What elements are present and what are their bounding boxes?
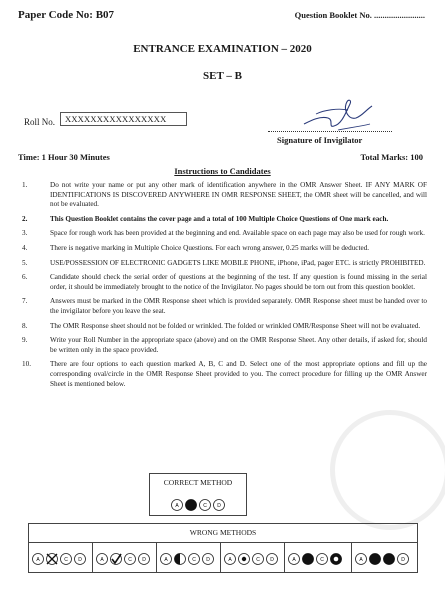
- seal-watermark: [330, 410, 445, 530]
- bubble-label-d: D: [217, 503, 221, 509]
- instruction-number: 10.: [22, 360, 31, 369]
- signature-line: [268, 131, 392, 132]
- instruction-item: [22, 297, 427, 316]
- bubble-b-filled: [186, 500, 197, 511]
- svg-text:A: A: [359, 557, 363, 563]
- instruction-item: [22, 273, 427, 292]
- instruction-number: 8.: [22, 321, 28, 330]
- wrong-methods-row: [29, 542, 417, 573]
- wrong-example-cross-bubbles: [31, 552, 91, 566]
- wrong-example-dot: [221, 543, 285, 573]
- wrong-example-half-bubbles: [159, 552, 219, 566]
- wrong-example-dot-bubbles: [223, 552, 283, 566]
- wrong-example-tick: [93, 543, 157, 573]
- instruction-text: There is negative marking in Multiple Choice Questions. For each wrong answer, 0.25 marks will be deducted.: [50, 243, 370, 252]
- svg-text:D: D: [401, 557, 405, 563]
- svg-text:A: A: [292, 557, 296, 563]
- instruction-number: 3.: [22, 229, 28, 238]
- instruction-text: USE/POSSESSION OF ELECTRONIC GADGETS LIKE MOBILE PHONE, iPhone, iPad, pager ETC. is strictly PROHIBITED.: [50, 258, 426, 267]
- svg-text:D: D: [206, 557, 210, 563]
- instruction-number: 1.: [22, 181, 28, 189]
- roll-no-value: XXXXXXXXXXXXXXXX: [65, 114, 167, 124]
- instruction-number: 4.: [22, 243, 28, 252]
- svg-text:C: C: [192, 557, 196, 563]
- instruction-number: 6.: [22, 273, 28, 282]
- instruction-text: Candidate should check the serial order of questions at the beginning of the test. If any question is found missing in the serial order, it should be immediately brought to the notice of the Invigilator. No pages should be torn out from this question booklet.: [50, 273, 427, 291]
- instruction-text: Answers must be marked in the OMR Response sheet which is provided separately. OMR Response sheet must be handed over to the invigilator before you leave the seat.: [50, 297, 427, 315]
- exam-time: Time: 1 Hour 30 Minutes: [18, 152, 110, 162]
- wrong-methods-title: WRONG METHODS: [189, 528, 257, 537]
- instructions-list: [22, 181, 427, 394]
- exam-title: ENTRANCE EXAMINATION – 2020: [133, 43, 312, 55]
- invigilator-signature-label: Signature of Invigilator: [277, 135, 363, 145]
- instruction-item: [22, 360, 427, 389]
- instruction-text: This Question Booklet contains the cover page and a total of 100 Multiple Choice Questions of One mark each.: [50, 214, 389, 223]
- bubble-label-a: A: [36, 557, 40, 563]
- correct-method-bubbles: [170, 498, 230, 512]
- bubble-label-c: C: [64, 557, 68, 563]
- wrong-example-multiple: [352, 543, 417, 573]
- wrong-example-tick-bubbles: [95, 552, 155, 566]
- svg-text:A: A: [100, 557, 104, 563]
- set-title: SET – B: [203, 70, 242, 82]
- wrong-example-multiple-bubbles: [354, 552, 414, 566]
- bubble-label-a: A: [175, 503, 179, 509]
- bubble-label-c: C: [203, 503, 207, 509]
- instruction-text: The OMR Response sheet should not be folded or wrinkled. The folded or wrinkled OMR/Response Sheet will not be evaluated.: [50, 321, 421, 330]
- svg-text:D: D: [270, 557, 274, 563]
- instruction-text: Do not write your name or put any other mark of identification anywhere in the OMR Answer Sheet. IF ANY MARK OF IDENTIFICATIONS IS DISCOVERED ANYWHERE IN OMR RESPONSE SHEET, the OMR sheet will be cancelled, and will not be evaluated.: [50, 181, 427, 209]
- wrong-example-ring: [285, 543, 352, 573]
- instruction-text: Space for rough work has been provided at the beginning and end. Available space on each page may also be used for rough work.: [50, 229, 425, 238]
- svg-text:A: A: [164, 557, 168, 563]
- correct-method-box: [149, 473, 247, 516]
- svg-text:A: A: [228, 557, 232, 563]
- instruction-item: [22, 322, 427, 332]
- instruction-number: 5.: [22, 258, 28, 267]
- instruction-item: [22, 244, 427, 254]
- instruction-text: Write your Roll Number in the appropriate space (above) and on the OMR Response Sheet. Any other details, if asked for, should be written only in the space provided.: [50, 336, 427, 354]
- instruction-item: [22, 181, 427, 210]
- roll-no-field: [60, 112, 187, 126]
- wrong-example-half-filled: [157, 543, 221, 573]
- roll-no-label: Roll No.: [24, 117, 56, 127]
- wrong-methods-box: [28, 523, 418, 573]
- paper-code: Paper Code No: B07: [18, 9, 115, 21]
- instruction-text: There are four options to each question marked A, B, C and D. Select one of the most appropriate options and fill up the corresponding oval/circle in the OMR Response Sheet provided to you. The correct procedure for filling up the OMR Answer Sheet is mentioned below.: [50, 360, 427, 388]
- correct-method-title: CORRECT METHOD: [163, 478, 233, 487]
- instructions-heading: Instructions to Candidates: [174, 166, 271, 176]
- instruction-number: 7.: [22, 297, 28, 306]
- instruction-item: [22, 259, 427, 269]
- instruction-number: 2.: [22, 214, 28, 223]
- svg-text:D: D: [142, 557, 146, 563]
- wrong-example-cross: [29, 543, 93, 573]
- bubble-label-d: D: [78, 557, 82, 563]
- invigilator-signature: [298, 94, 378, 134]
- header: [18, 9, 425, 23]
- question-booklet-no: Question Booklet No. ........................: [294, 10, 425, 20]
- instruction-item: [22, 215, 427, 225]
- instruction-item: [22, 336, 427, 355]
- svg-text:C: C: [256, 557, 260, 563]
- instruction-number: 9.: [22, 336, 28, 345]
- total-marks: Total Marks: 100: [360, 152, 423, 162]
- instruction-item: [22, 229, 427, 239]
- svg-text:C: C: [320, 557, 324, 563]
- svg-text:C: C: [128, 557, 132, 563]
- wrong-example-ring-bubbles: [287, 552, 349, 566]
